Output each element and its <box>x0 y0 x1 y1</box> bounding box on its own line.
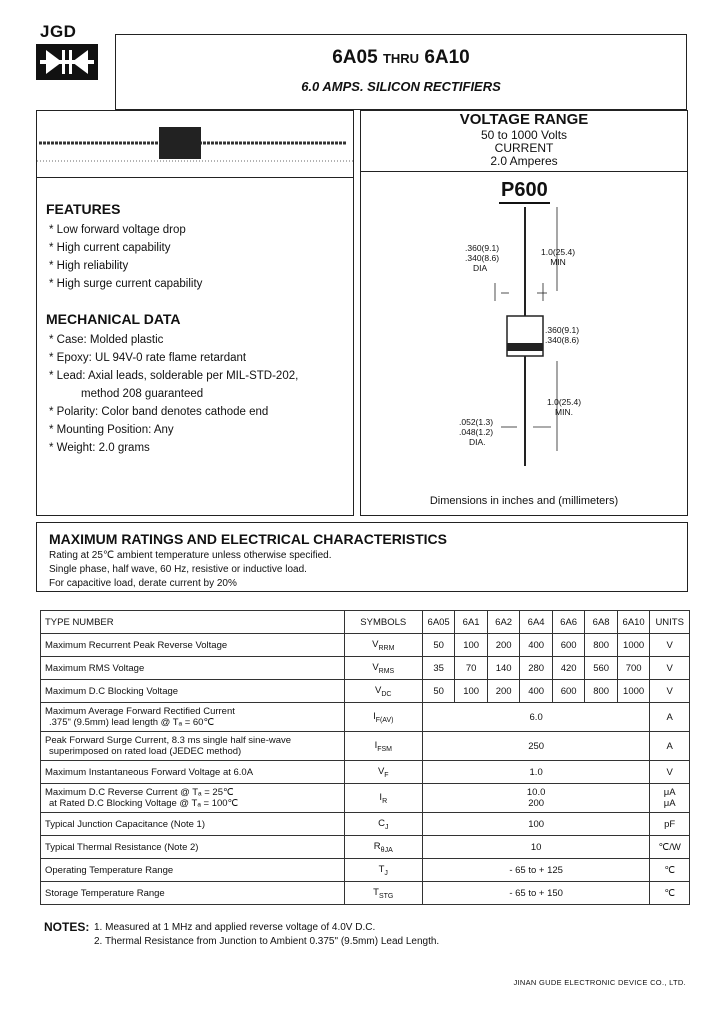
features-panel <box>36 110 354 516</box>
table-header: SYMBOLS <box>344 611 422 634</box>
table-cell: 600 <box>552 680 585 703</box>
table-cell: 600 <box>552 634 585 657</box>
list-item: * High current capability <box>49 242 171 254</box>
table-header: 6A05 <box>422 611 455 634</box>
table-cell: 200 <box>487 634 520 657</box>
table-cell: 1000 <box>617 680 650 703</box>
table-cell: 1000 <box>617 634 650 657</box>
package-outline-drawing <box>361 111 687 515</box>
list-item: * Mounting Position: Any <box>49 424 174 436</box>
param-unit: ℃ <box>650 859 690 882</box>
features-list <box>49 221 202 293</box>
table-header: 6A6 <box>552 611 585 634</box>
table-cell: 700 <box>617 657 650 680</box>
company-logo-icon <box>36 44 98 80</box>
rating-note: Single phase, half wave, 60 Hz, resistive or inductive load. <box>49 564 307 575</box>
wire-dia-dim: .052(1.3) .048(1.2) DIA. <box>459 417 494 447</box>
table-header: UNITS <box>650 611 690 634</box>
param-unit: pF <box>650 813 690 836</box>
param-unit: A <box>650 732 690 761</box>
table-row <box>41 761 690 784</box>
table-cell: 200 <box>487 680 520 703</box>
param-unit: V <box>650 761 690 784</box>
current-label: CURRENT <box>494 141 554 155</box>
body-dia-dim: .360(9.1) .340(8.6) DIA <box>465 243 500 273</box>
table-row <box>41 882 690 905</box>
merged-value: 10.0 200 <box>422 784 650 813</box>
package-name: P600 <box>499 179 550 204</box>
rating-note: For capacitive load, derate current by 20% <box>49 578 237 589</box>
list-item: * High reliability <box>49 260 129 272</box>
param-unit: V <box>650 657 690 680</box>
table-row <box>41 813 690 836</box>
param-name: Maximum RMS Voltage <box>41 657 345 680</box>
table-cell: 400 <box>520 634 553 657</box>
param-symbol: $T_{STG}$ <box>344 882 422 905</box>
param-name: Typical Thermal Resistance (Note 2) <box>41 836 345 859</box>
table-header: 6A1 <box>455 611 488 634</box>
list-item: * Low forward voltage drop <box>49 224 186 236</box>
param-unit: V <box>650 680 690 703</box>
list-item: method 208 guaranteed <box>81 388 204 400</box>
param-symbol: $I_R$ <box>344 784 422 813</box>
voltage-range-value: 50 to 1000 Volts <box>480 128 568 142</box>
table-header-row <box>41 611 690 634</box>
list-item: * Lead: Axial leads, solderable per MIL-STD-202, <box>49 370 299 382</box>
table-row <box>41 732 690 761</box>
param-name: Maximum D.C Reverse Current @ Tₐ = 25℃ at Rated D.C Blocking Voltage @ Tₐ = 100℃ <box>41 784 345 813</box>
note-1: 1. Measured at 1 MHz and applied reverse voltage of 4.0V D.C. <box>94 922 376 933</box>
table-cell: 140 <box>487 657 520 680</box>
param-symbol: $I_{F(AV)}$ <box>344 703 422 732</box>
list-item: * High surge current capability <box>49 278 203 290</box>
current-value: 2.0 Amperes <box>490 154 558 168</box>
table-cell: 280 <box>520 657 553 680</box>
param-symbol: $V_{DC}$ <box>344 680 422 703</box>
notes-label: NOTES: <box>44 920 90 934</box>
table-cell: 50 <box>422 634 455 657</box>
param-name: Peak Forward Surge Current, 8.3 ms single half sine-wave superimposed on rated load (JEDEC method) <box>41 732 345 761</box>
dimensions-note: Dimensions in inches and (millimeters) <box>429 495 619 507</box>
merged-value: 6.0 <box>422 703 650 732</box>
note-2: 2. Thermal Resistance from Junction to Ambient 0.375" (9.5mm) Lead Length. <box>94 936 440 947</box>
table-cell: 560 <box>585 657 618 680</box>
param-name: Maximum Average Forward Rectified Current .375" (9.5mm) lead length @ Tₐ = 60℃ <box>41 703 345 732</box>
table-header: TYPE NUMBER <box>41 611 345 634</box>
table-row <box>41 784 690 813</box>
param-name: Maximum Instantaneous Forward Voltage at 6.0A <box>41 761 345 784</box>
merged-value: 10 <box>422 836 650 859</box>
param-name: Maximum D.C Blocking Voltage <box>41 680 345 703</box>
table-row <box>41 859 690 882</box>
param-unit: V <box>650 634 690 657</box>
list-item: * Polarity: Color band denotes cathode end <box>49 406 269 418</box>
table-header: 6A2 <box>487 611 520 634</box>
param-unit: ℃/W <box>650 836 690 859</box>
electrical-characteristics-table <box>40 610 690 905</box>
table-cell: 100 <box>455 680 488 703</box>
rectifier-side-view-icon <box>37 121 353 166</box>
param-unit: ℃ <box>650 882 690 905</box>
features-heading: FEATURES <box>46 201 121 217</box>
param-unit: A <box>650 703 690 732</box>
table-header: 6A10 <box>617 611 650 634</box>
mechanical-heading: MECHANICAL DATA <box>46 311 181 327</box>
table-cell: 400 <box>520 680 553 703</box>
list-item: * Case: Molded plastic <box>49 334 164 346</box>
table-header: 6A8 <box>585 611 618 634</box>
table-cell: 800 <box>585 680 618 703</box>
voltage-range-title: VOLTAGE RANGE <box>459 111 589 128</box>
table-row <box>41 634 690 657</box>
table-cell: 70 <box>455 657 488 680</box>
param-name: Typical Junction Capacitance (Note 1) <box>41 813 345 836</box>
ratings-block <box>36 522 688 592</box>
lead-length-bottom-dim: 1.0(25.4) MIN. <box>547 397 582 417</box>
merged-value: - 65 to + 150 <box>422 882 650 905</box>
part-subtitle: 6.0 AMPS. SILICON RECTIFIERS <box>301 79 501 94</box>
param-symbol: $V_{RMS}$ <box>344 657 422 680</box>
param-symbol: $V_F$ <box>344 761 422 784</box>
merged-value: - 65 to + 125 <box>422 859 650 882</box>
voltage-range-panel <box>360 110 688 516</box>
list-item: * Weight: 2.0 grams <box>49 442 150 454</box>
param-symbol: $V_{RRM}$ <box>344 634 422 657</box>
param-name: Storage Temperature Range <box>41 882 345 905</box>
param-symbol: $C_J$ <box>344 813 422 836</box>
table-row <box>41 680 690 703</box>
footer-company-name: JINAN GUDE ELECTRONIC DEVICE CO., LTD. <box>513 978 686 987</box>
body-length-dim: .360(9.1) .340(8.6) <box>545 325 580 345</box>
table-row <box>41 836 690 859</box>
merged-value: 100 <box>422 813 650 836</box>
param-symbol: $R_{\theta JA}$ <box>344 836 422 859</box>
table-header: 6A4 <box>520 611 553 634</box>
table-cell: 420 <box>552 657 585 680</box>
rating-note: Rating at 25℃ ambient temperature unless otherwise specified. <box>49 550 332 561</box>
mechanical-list <box>49 331 298 457</box>
table-cell: 50 <box>422 680 455 703</box>
part-title: 6A05 THRU 6A10 <box>332 47 470 68</box>
merged-value: 1.0 <box>422 761 650 784</box>
param-symbol: $T_J$ <box>344 859 422 882</box>
title-block <box>115 34 687 110</box>
ratings-title: MAXIMUM RATINGS AND ELECTRICAL CHARACTERISTICS <box>49 531 447 547</box>
table-cell: 35 <box>422 657 455 680</box>
param-symbol: $I_{FSM}$ <box>344 732 422 761</box>
list-item: * Epoxy: UL 94V-0 rate flame retardant <box>49 352 247 364</box>
lead-length-top-dim: 1.0(25.4) MIN <box>541 247 576 267</box>
param-name: Operating Temperature Range <box>41 859 345 882</box>
table-row <box>41 657 690 680</box>
param-name: Maximum Recurrent Peak Reverse Voltage <box>41 634 345 657</box>
merged-value: 250 <box>422 732 650 761</box>
table-cell: 800 <box>585 634 618 657</box>
table-cell: 100 <box>455 634 488 657</box>
company-logo-text: JGD <box>40 22 77 41</box>
table-row <box>41 703 690 732</box>
param-unit: μA μA <box>650 784 690 813</box>
